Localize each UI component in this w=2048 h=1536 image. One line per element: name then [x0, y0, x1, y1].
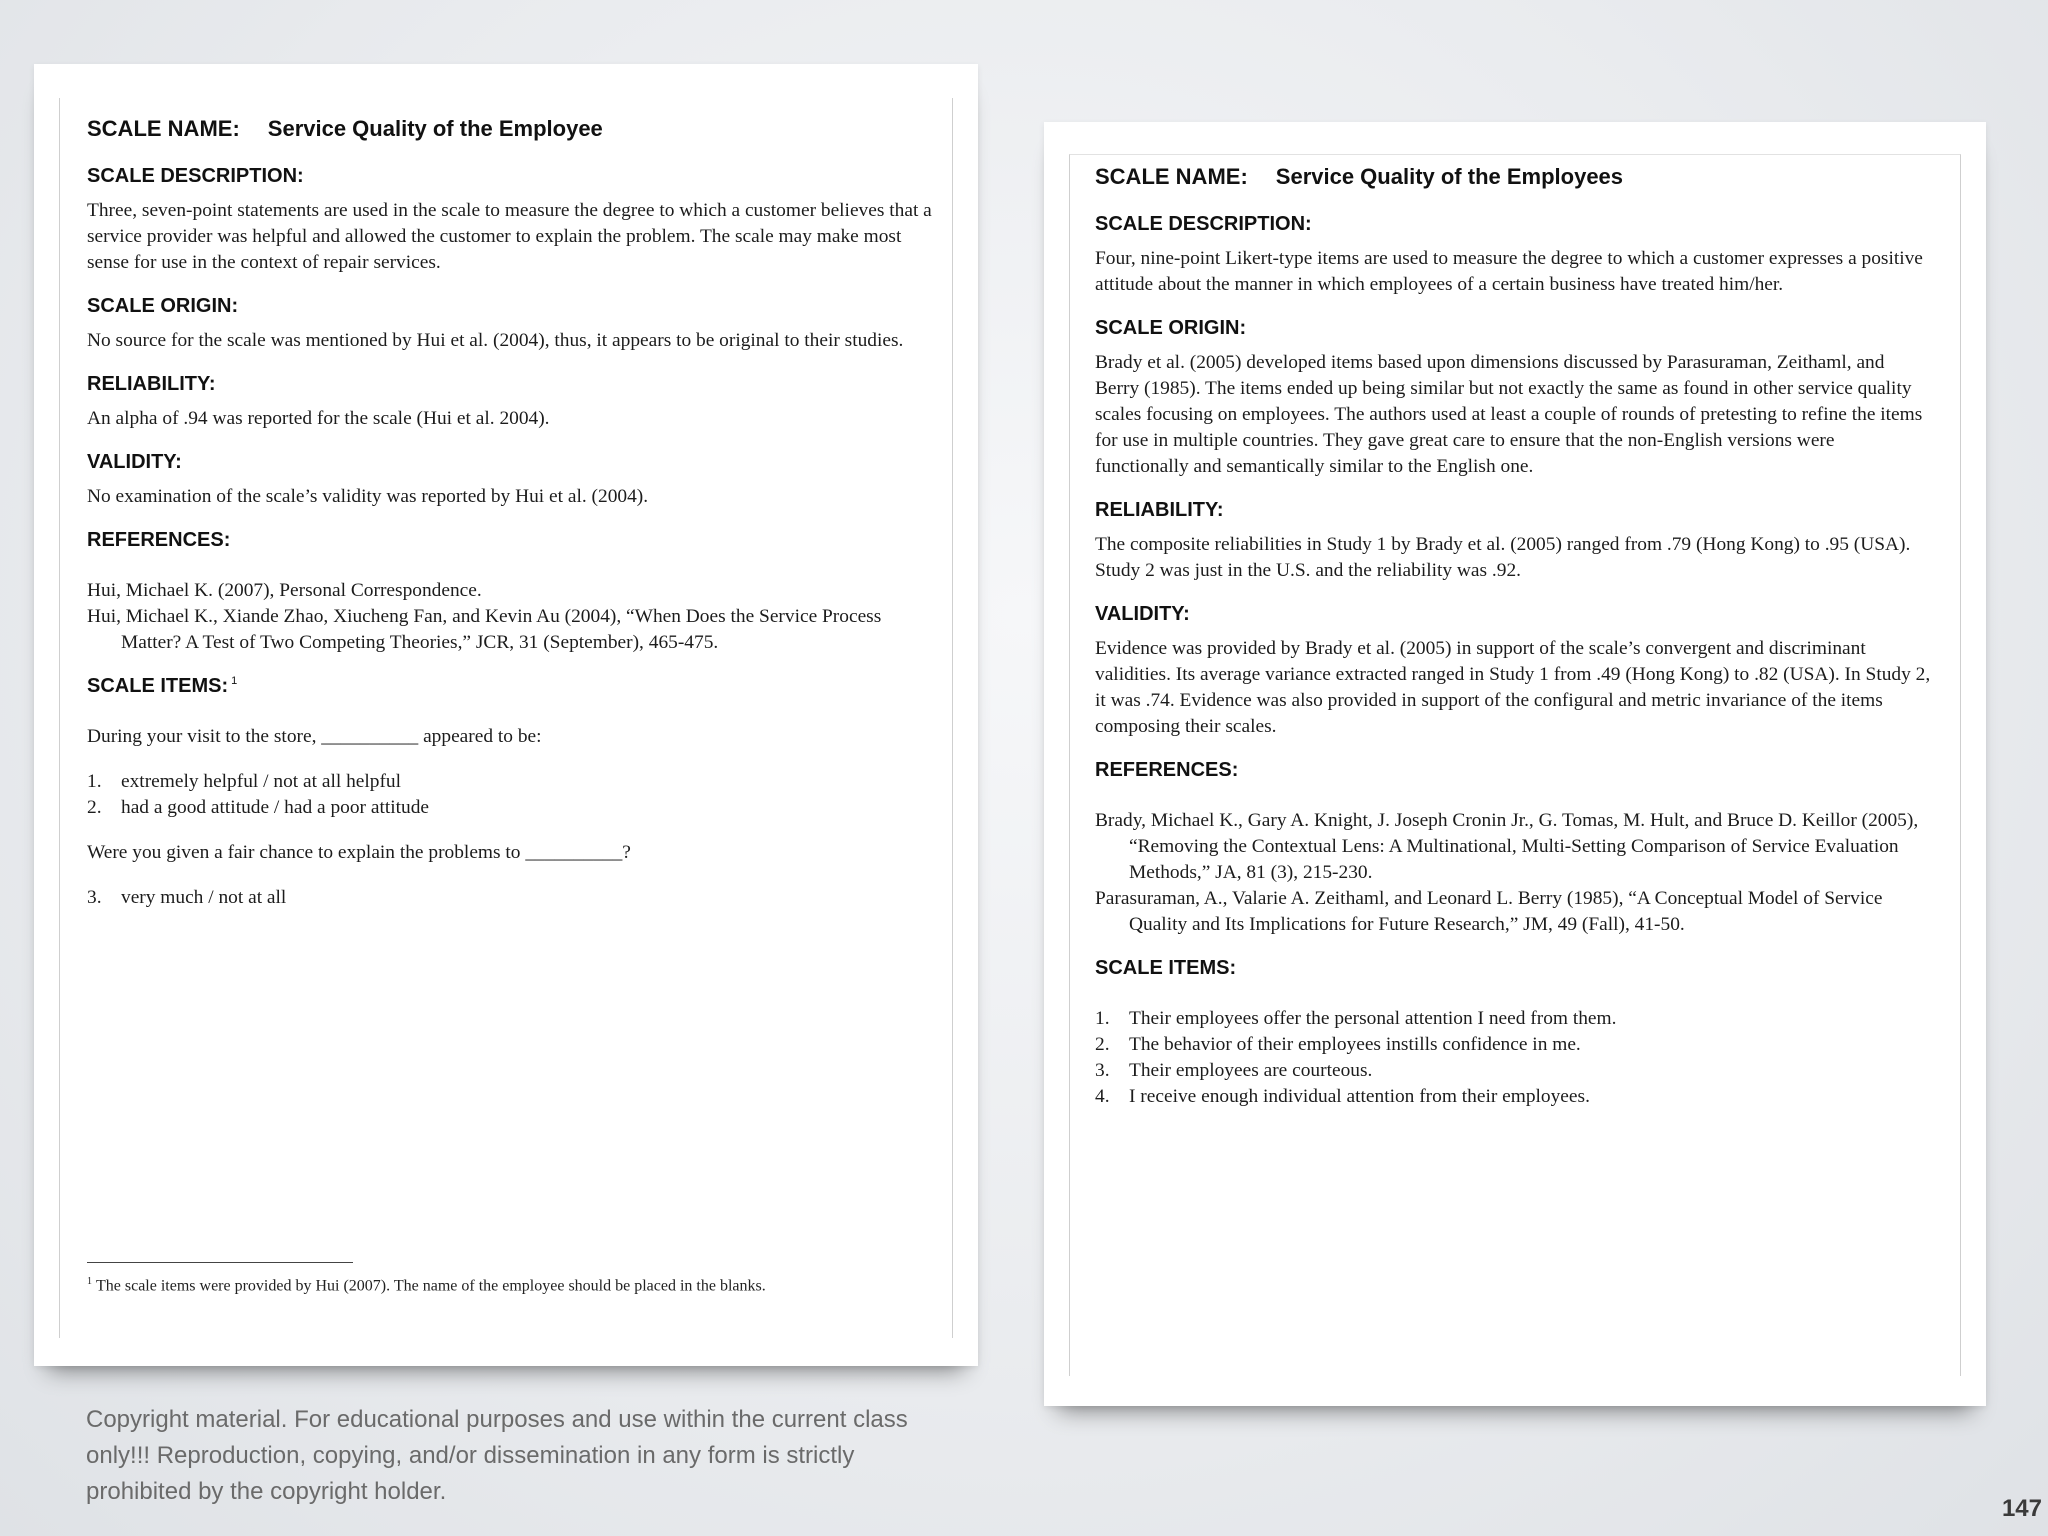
origin-heading: SCALE ORIGIN:	[1095, 317, 1247, 339]
items-heading	[87, 675, 937, 698]
right-page-content	[1095, 164, 1933, 1129]
right-document-page	[1044, 122, 1986, 1406]
list-item: 2. had a good attitude / had a poor attitude	[87, 797, 430, 818]
item-stem: During your visit to the store, __________ appeared to be:	[87, 726, 542, 747]
references-list	[87, 578, 937, 656]
list-item: 1. extremely helpful / not at all helpful	[87, 771, 401, 792]
scale-name	[1095, 164, 1933, 190]
items-list	[1095, 1006, 1933, 1110]
reliability-text: The composite reliabilities in Study 1 by Brady et al. (2005) ranged from .79 (Hong Kong) to .95 (USA). Study 2 was just in the U.S. and the reliability was .92.	[1095, 534, 1911, 581]
items-list	[87, 769, 937, 821]
description-text: Three, seven-point statements are used in the scale to measure the degree to which a customer believes that a service provider was helpful and allowed the customer to explain the problem. The scale may make most sense for use in the context of repair services.	[87, 200, 932, 273]
origin-text: No source for the scale was mentioned by Hui et al. (2004), thus, it appears to be original to their studies.	[87, 330, 904, 351]
validity-text: Evidence was provided by Brady et al. (2005) in support of the scale’s convergent and discriminant validities. Its average variance extracted ranged in Study 1 from .49 (Hong Kong) to .82 (USA). In Study 2, it was .74. Evidence was also provided in support of the configural and metric invariance of the items composing their scales.	[1095, 638, 1931, 737]
scale-name-value: Service Quality of the Employees	[1275, 164, 1624, 189]
description-heading: SCALE DESCRIPTION:	[1095, 213, 1312, 235]
references-heading: REFERENCES:	[87, 529, 231, 551]
validity-heading: VALIDITY:	[1095, 603, 1190, 625]
reliability-heading: RELIABILITY:	[1095, 499, 1224, 521]
references-list	[1095, 808, 1933, 938]
footnote-text: The scale items were provided by Hui (2007). The name of the employee should be placed in the blanks.	[96, 1277, 766, 1295]
validity-text: No examination of the scale’s validity was reported by Hui et al. (2004).	[87, 486, 649, 507]
origin-text: Brady et al. (2005) developed items based upon dimensions discussed by Parasuraman, Zeithaml, and Berry (1985). The items ended up being similar but not exactly the same as found in other service quality scales focusing on employees. The authors used at least a couple of rounds of pretesting to refine the items for use in multiple countries. They gave great care to ensure that the non-English versions were functionally and semantically similar to the English one.	[1095, 352, 1923, 477]
description-text: Four, nine-point Likert-type items are used to measure the degree to which a customer expresses a positive attitude about the manner in which employees of a certain business have treated him/her.	[1095, 248, 1923, 295]
slide-number: 147	[2001, 1495, 2042, 1522]
copyright-notice: Copyright material. For educational purposes and use within the current class only!!! Reproduction, copying, and/or dissemination in any form is strictly prohibited by the copyright holder.	[86, 1406, 908, 1505]
scale-name	[87, 116, 937, 142]
reference-item: Hui, Michael K., Xiande Zhao, Xiucheng Fan, and Kevin Au (2004), “When Does the Service Process Matter? A Test of Two Competing Theories,” JCR, 31 (September), 465-475.	[87, 606, 882, 653]
description-heading: SCALE DESCRIPTION:	[87, 165, 304, 187]
reference-item: Parasuraman, A., Valarie A. Zeithaml, and Leonard L. Berry (1985), “A Conceptual Model of Service Quality and Its Implications for Future Research,” JM, 49 (Fall), 41-50.	[1095, 888, 1883, 935]
reference-item: Brady, Michael K., Gary A. Knight, J. Joseph Cronin Jr., G. Tomas, M. Hult, and Bruce D. Keillor (2005), “Removing the Contextual Lens: A Multinational, Multi-Setting Comparison of Service Evaluation Methods,” JA, 81 (3), 215-230.	[1095, 810, 1919, 883]
reliability-text: An alpha of .94 was reported for the scale (Hui et al. 2004).	[87, 408, 550, 429]
footnote-marker: 1	[231, 675, 238, 688]
items-heading-label: SCALE ITEMS:	[87, 675, 229, 697]
items-list	[87, 885, 937, 911]
list-item: 2. The behavior of their employees instills confidence in me.	[1095, 1034, 1581, 1055]
list-item: 1. Their employees offer the personal attention I need from them.	[1095, 1008, 1617, 1029]
origin-heading: SCALE ORIGIN:	[87, 295, 239, 317]
validity-heading: VALIDITY:	[87, 451, 182, 473]
references-heading: REFERENCES:	[1095, 759, 1239, 781]
reliability-heading: RELIABILITY:	[87, 373, 216, 395]
list-item: 4. I receive enough individual attention from their employees.	[1095, 1086, 1590, 1107]
scale-name-label: SCALE NAME:	[87, 116, 240, 141]
list-item: 3. very much / not at all	[87, 887, 287, 908]
items-heading: SCALE ITEMS:	[1095, 957, 1237, 979]
item-stem: Were you given a fair chance to explain the problems to __________?	[87, 842, 631, 863]
reference-item: Hui, Michael K. (2007), Personal Correspondence.	[87, 580, 482, 601]
footnote-mark: 1	[87, 1276, 92, 1287]
footnote-divider	[87, 1262, 353, 1263]
scale-name-value: Service Quality of the Employee	[267, 116, 603, 141]
footnote	[87, 1276, 947, 1295]
left-page-content	[87, 116, 937, 930]
scale-name-label: SCALE NAME:	[1095, 164, 1248, 189]
left-document-page	[34, 64, 978, 1366]
list-item: 3. Their employees are courteous.	[1095, 1060, 1373, 1081]
